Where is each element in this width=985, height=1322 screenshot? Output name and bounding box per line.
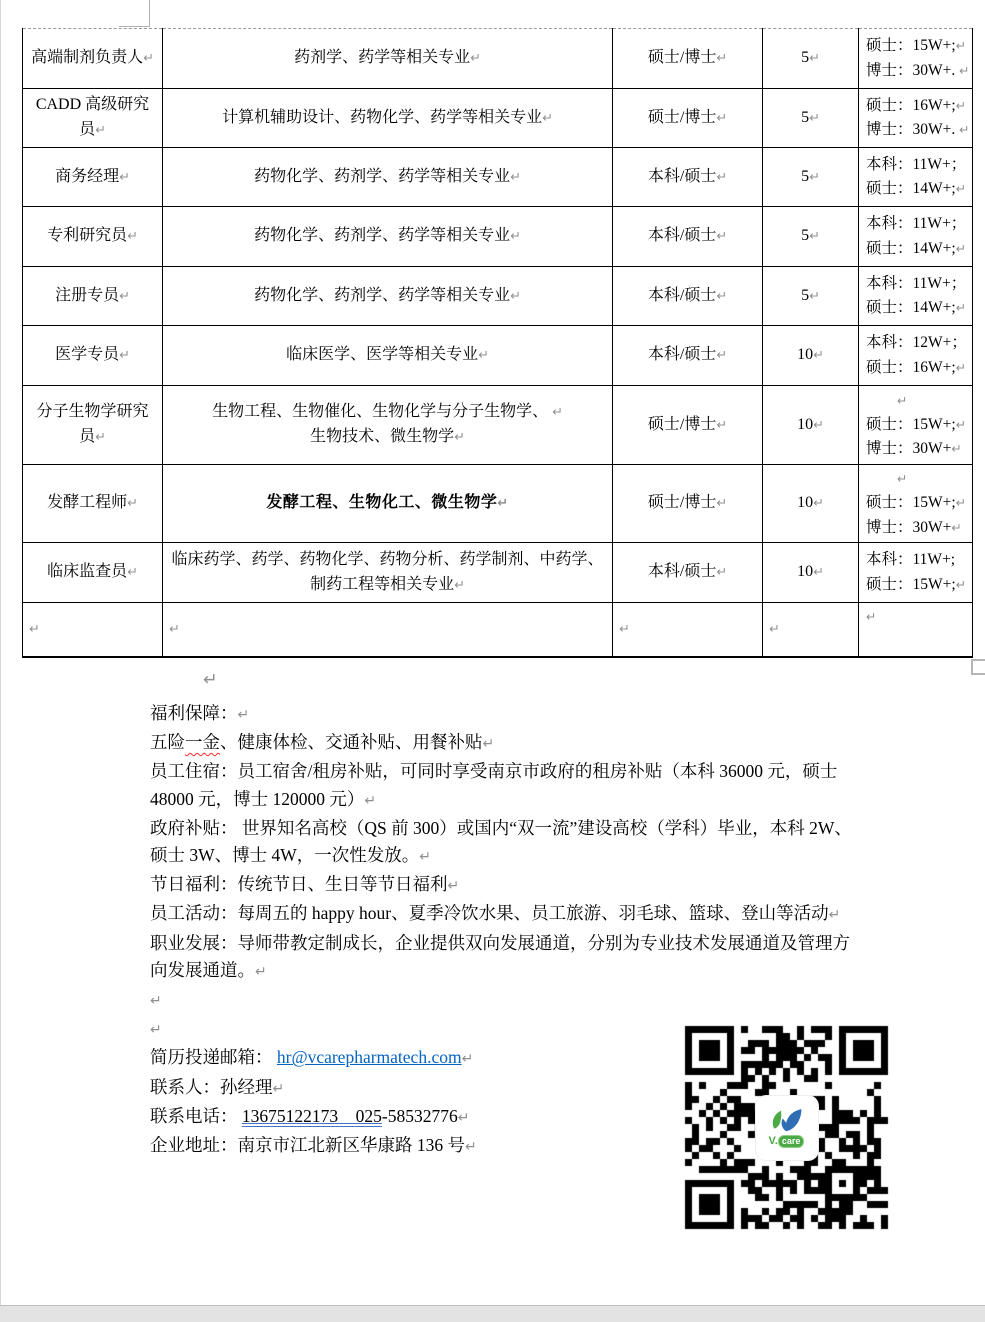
cell-salary: ↵ bbox=[859, 603, 973, 657]
cell-salary: 硕士：15W+;↵ 博士：30W+. ↵ bbox=[859, 29, 973, 89]
cell-position: 医学专员↵ bbox=[23, 326, 163, 386]
empty-line bbox=[150, 986, 854, 1015]
pilcrow-mark: ↵ bbox=[150, 993, 162, 1010]
logo-v-text: V. bbox=[768, 1135, 778, 1147]
email-link[interactable]: hr@vcarepharmatech.com bbox=[276, 1047, 462, 1068]
benefits-government-subsidy: 政府补贴： 世界知名高校（QS 前 300）或国内“双一流”建设高校（学科）毕业，本科 2W、硕士 3W、博士 4W，一次性发放。↵ bbox=[150, 817, 852, 866]
cell-count: 5↵ bbox=[763, 267, 859, 326]
cell-position: 分子生物学研究员↵ bbox=[23, 386, 163, 465]
cell-count: 10↵ bbox=[763, 326, 859, 386]
logo-care-text: care bbox=[778, 1135, 805, 1148]
phone-number-link[interactable]: 13675122173 025 bbox=[241, 1105, 382, 1126]
vcare-logo-text bbox=[769, 1135, 805, 1148]
cell-salary: 本科：11W+； 硕士：14W+;↵ bbox=[859, 207, 973, 267]
cell-count: 10↵ bbox=[763, 465, 859, 543]
pilcrow-mark: ↵ bbox=[237, 707, 250, 723]
page-left-edge bbox=[0, 0, 1, 1305]
pilcrow-mark: ↵ bbox=[465, 1139, 477, 1156]
pilcrow-mark: ↵ bbox=[255, 963, 267, 980]
cell-count: 5↵ bbox=[763, 207, 859, 267]
cell-degree: 本科/硕士↵ bbox=[613, 543, 763, 603]
table-row bbox=[23, 465, 973, 543]
cell-majors: ↵ bbox=[163, 603, 613, 657]
cell-salary: ↵ 硕士：15W+;↵ 博士：30W+↵ bbox=[859, 386, 973, 465]
page-bottom-margin bbox=[0, 1305, 985, 1322]
table-row bbox=[23, 326, 973, 386]
pilcrow-mark: ↵ bbox=[203, 670, 218, 690]
cell-majors: 药剂学、药学等相关专业↵ bbox=[163, 29, 613, 89]
table-resize-handle[interactable] bbox=[971, 659, 985, 675]
cell-count: 5↵ bbox=[763, 29, 859, 89]
cell-majors: 发酵工程、生物化工、微生物学↵ bbox=[163, 465, 613, 543]
benefits-housing: 员工住宿：员工宿舍/租房补贴，可同时享受南京市政府的租房补贴（本科 36000 元，硕士 48000 元，博士 120000 元）↵ bbox=[150, 761, 842, 809]
table-row bbox=[23, 543, 973, 603]
contact-email-line: 简历投递邮箱： hr@vcarepharmatech.com↵ bbox=[150, 1047, 474, 1068]
qr-code bbox=[681, 1022, 892, 1233]
jobs-table-body bbox=[23, 29, 973, 657]
contact-address-line: 企业地址：南京市江北新区华康路 136 号↵ bbox=[150, 1135, 477, 1156]
benefits-activities: 员工活动：每周五的 happy hour、夏季冷饮水果、员工旅游、羽毛球、篮球、登山等活动↵ bbox=[150, 903, 841, 924]
cell-position: 临床监查员↵ bbox=[23, 543, 163, 603]
cell-position: 注册专员↵ bbox=[23, 267, 163, 326]
vcare-logo bbox=[756, 1096, 818, 1160]
cell-degree: 本科/硕士↵ bbox=[613, 148, 763, 207]
text-boundary-guide bbox=[119, 0, 150, 27]
cell-count: ↵ bbox=[763, 603, 859, 657]
table-row bbox=[23, 89, 973, 148]
cell-position: ↵ bbox=[23, 603, 163, 657]
job-positions-table bbox=[22, 28, 973, 658]
benefits-insurance: 五险一金、健康体检、交通补贴、用餐补贴↵ bbox=[150, 732, 495, 753]
contact-phone-line: 联系电话： 13675122173 025-58532776↵ bbox=[150, 1105, 470, 1126]
table-row bbox=[23, 267, 973, 326]
pilcrow-mark: ↵ bbox=[150, 1022, 162, 1039]
pilcrow-mark: ↵ bbox=[447, 878, 460, 895]
cell-degree: 本科/硕士↵ bbox=[613, 207, 763, 267]
table-row bbox=[23, 207, 973, 267]
cell-count: 10↵ bbox=[763, 386, 859, 465]
benefits-holiday: 节日福利：传统节日、生日等节日福利↵ bbox=[150, 874, 460, 895]
cell-salary: 硕士：16W+;↵ 博士：30W+. ↵ bbox=[859, 89, 973, 148]
cell-position: 专利研究员↵ bbox=[23, 207, 163, 267]
pilcrow-mark: ↵ bbox=[364, 792, 377, 809]
cell-degree: 硕士/博士↵ bbox=[613, 29, 763, 89]
cell-position: 发酵工程师↵ bbox=[23, 465, 163, 543]
cell-count: 5↵ bbox=[763, 148, 859, 207]
pilcrow-mark: ↵ bbox=[419, 849, 432, 866]
cell-degree: ↵ bbox=[613, 603, 763, 657]
cell-salary: 本科：11W+； 硕士：14W+;↵ bbox=[859, 267, 973, 326]
cell-majors: 药物化学、药剂学、药学等相关专业↵ bbox=[163, 207, 613, 267]
cell-majors: 临床医学、医学等相关专业↵ bbox=[163, 326, 613, 386]
cell-salary: 本科：11W+; 硕士：15W+;↵ bbox=[859, 543, 973, 603]
vcare-logo-icon bbox=[770, 1108, 804, 1134]
cell-majors: 临床药学、药学、药物化学、药物分析、药学制剂、中药学、 制药工程等相关专业↵ bbox=[163, 543, 613, 603]
cell-salary: 本科：12W+； 硕士：16W+;↵ bbox=[859, 326, 973, 386]
cell-salary: ↵ 硕士：15W+;↵ 博士：30W+↵ bbox=[859, 465, 973, 543]
cell-degree: 硕士/博士↵ bbox=[613, 465, 763, 543]
cell-degree: 硕士/博士↵ bbox=[613, 386, 763, 465]
cell-position: CADD 高级研究员↵ bbox=[23, 89, 163, 148]
cell-majors: 药物化学、药剂学、药学等相关专业↵ bbox=[163, 267, 613, 326]
cell-majors: 计算机辅助设计、药物化学、药学等相关专业↵ bbox=[163, 89, 613, 148]
cell-degree: 本科/硕士↵ bbox=[613, 267, 763, 326]
cell-position: 高端制剂负责人↵ bbox=[23, 29, 163, 89]
contact-person-line: 联系人：孙经理↵ bbox=[150, 1076, 285, 1097]
cell-degree: 本科/硕士↵ bbox=[613, 326, 763, 386]
cell-position: 商务经理↵ bbox=[23, 148, 163, 207]
table-row bbox=[23, 386, 973, 465]
table-row bbox=[23, 148, 973, 207]
cell-majors: 生物工程、生物催化、生物化学与分子生物学、 ↵ 生物技术、微生物学↵ bbox=[163, 386, 613, 465]
pilcrow-mark: ↵ bbox=[828, 907, 841, 924]
cell-count: 5↵ bbox=[763, 89, 859, 148]
table-row bbox=[23, 29, 973, 89]
spellcheck-underlined-text: 一金 bbox=[185, 732, 220, 753]
benefits-career: 职业发展：导师带教定制成长，企业提供双向发展通道，分别为专业技术发展通道及管理方向发展通道。↵ bbox=[150, 932, 850, 980]
pilcrow-mark: ↵ bbox=[482, 736, 495, 753]
table-row-empty bbox=[23, 603, 973, 657]
cell-salary: 本科：11W+； 硕士：14W+;↵ bbox=[859, 148, 973, 207]
pilcrow-mark: ↵ bbox=[461, 1051, 474, 1068]
pilcrow-mark: ↵ bbox=[272, 1080, 285, 1097]
cell-degree: 硕士/博士↵ bbox=[613, 89, 763, 148]
cell-majors: 药物化学、药剂学、药学等相关专业↵ bbox=[163, 148, 613, 207]
pilcrow-mark: ↵ bbox=[457, 1109, 470, 1126]
cell-count: 10↵ bbox=[763, 543, 859, 603]
benefits-heading: 福利保障：↵ bbox=[150, 703, 250, 723]
